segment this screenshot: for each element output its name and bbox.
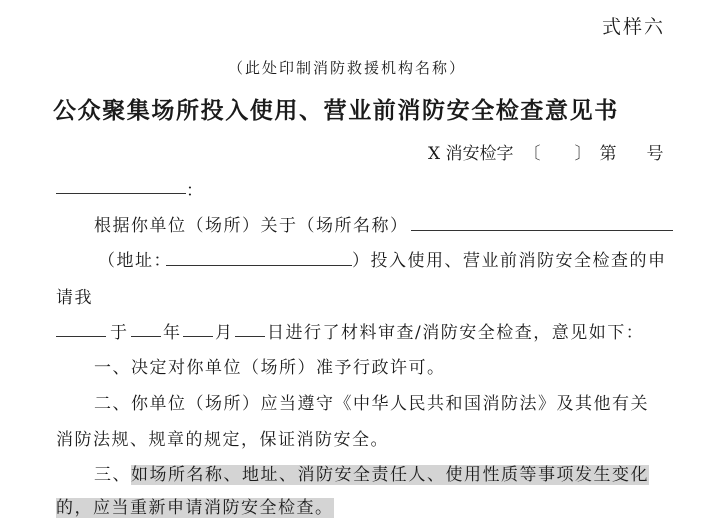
venue-name-blank [411, 230, 673, 231]
agency-blank [56, 336, 106, 337]
doc-number-bracket-open: 〔 [523, 144, 541, 164]
document-title: 公众聚集场所投入使用、营业前消防安全检查意见书 [53, 97, 619, 124]
para1-lead: 根据你单位（场所）关于（场所名称） [94, 216, 409, 236]
form-number: 式样六 [602, 16, 666, 38]
issuing-org: （此处印制消防救援机构名称） [228, 59, 467, 77]
doc-number-hao: 号 [646, 144, 664, 164]
item-3-prefix: 三、 [94, 465, 131, 485]
para1-continuation: 请我 [56, 288, 93, 308]
day-blank [235, 336, 265, 337]
document-number [428, 139, 664, 164]
item-2-line-1: 二、你单位（场所）应当遵守《中华人民共和国消防法》及其他有关 [94, 394, 649, 414]
recipient-colon: ： [186, 181, 205, 201]
doc-number-prefix: X 消安检字 [428, 144, 514, 164]
address-blank [166, 265, 352, 266]
para1-addr-open: （地址： [98, 251, 172, 271]
para2-yue: 月 [215, 323, 234, 343]
item-3-highlighted-text-cont[interactable]: 的，应当重新申请消防安全检查。 [56, 498, 334, 518]
item-3-line-2 [56, 493, 334, 518]
para2-yu: 于 [110, 323, 129, 343]
para2-rest: 日进行了材料审查/消防安全检查，意见如下： [267, 323, 645, 343]
para1-addr-close: ）投入使用、营业前消防安全检查的申 [352, 251, 667, 271]
doc-number-bracket-close: 〕 [574, 144, 592, 164]
recipient-blank [56, 193, 186, 194]
year-blank [131, 336, 161, 337]
item-1: 一、决定对你单位（场所）准予行政许可。 [94, 358, 446, 378]
doc-number-di: 第 [599, 144, 617, 164]
item-2-line-2: 消防法规、规章的规定，保证消防安全。 [56, 430, 389, 450]
para2-nian: 年 [163, 323, 182, 343]
item-3-line-1 [94, 460, 649, 485]
item-3-highlighted-text[interactable]: 如场所名称、地址、消防安全责任人、使用性质等事项发生变化 [131, 465, 649, 485]
month-blank [183, 336, 213, 337]
